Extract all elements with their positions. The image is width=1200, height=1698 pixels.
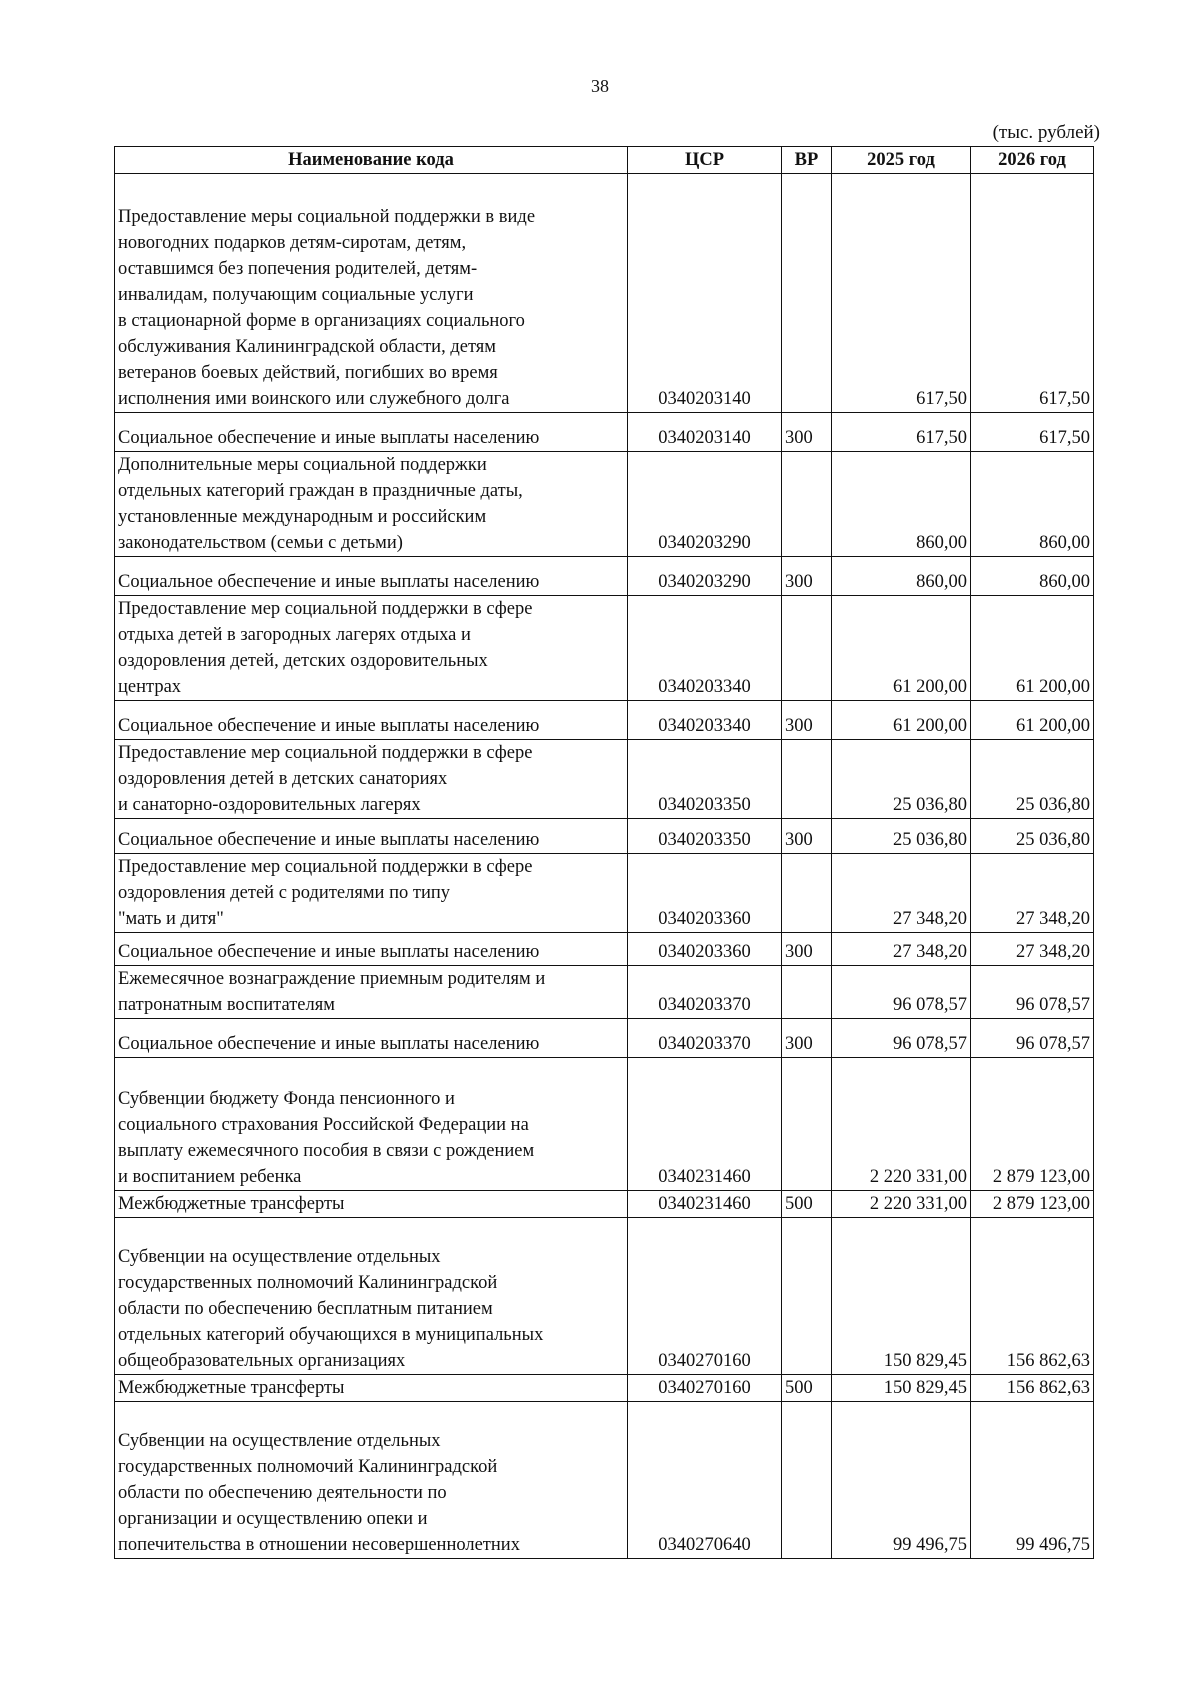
row-2025-cell: 99 496,75 [832, 1402, 971, 1559]
row-vr-cell: 300 [782, 413, 832, 452]
row-csr-cell: 0340203140 [628, 413, 782, 452]
row-2026-cell: 2 879 123,00 [971, 1058, 1094, 1191]
row-name-text: Социальное обеспечение и иные выплаты населению [118, 830, 540, 850]
table-row [115, 701, 1094, 740]
row-2025-cell: 617,50 [832, 413, 971, 452]
row-2025-cell: 860,00 [832, 557, 971, 596]
row-name-text: Дополнительные меры социальной поддержки отдельных категорий граждан в праздничные даты, установленные международным и российским законодательством (семьи с детьми) [118, 455, 523, 553]
row-name-cell [115, 740, 628, 819]
row-name-cell [115, 854, 628, 933]
row-2025-cell: 860,00 [832, 452, 971, 557]
row-name-cell [115, 933, 628, 966]
row-vr-cell [782, 854, 832, 933]
table-header-row [115, 147, 1094, 174]
row-name-cell [115, 701, 628, 740]
row-name-cell [115, 1019, 628, 1058]
row-2026-cell: 96 078,57 [971, 966, 1094, 1019]
row-2026-cell: 27 348,20 [971, 854, 1094, 933]
row-vr-cell: 300 [782, 557, 832, 596]
row-2026-cell: 96 078,57 [971, 1019, 1094, 1058]
row-name-text: Субвенции бюджету Фонда пенсионного и социального страхования Российской Федерации на выплату ежемесячного пособия в связи с рождением и воспитанием ребенка [118, 1089, 535, 1187]
row-vr-cell [782, 174, 832, 413]
row-name-text: Межбюджетные трансферты [118, 1194, 345, 1214]
row-csr-cell: 0340231460 [628, 1191, 782, 1218]
row-2025-cell: 27 348,20 [832, 854, 971, 933]
row-2026-cell: 25 036,80 [971, 819, 1094, 854]
row-vr-cell [782, 740, 832, 819]
row-vr-cell: 300 [782, 933, 832, 966]
row-name-text: Социальное обеспечение и иные выплаты населению [118, 572, 540, 592]
row-vr-cell [782, 596, 832, 701]
table-row [115, 1402, 1094, 1559]
row-csr-cell: 0340203350 [628, 740, 782, 819]
header-2026: 2026 год [971, 147, 1094, 174]
table-row [115, 966, 1094, 1019]
row-2026-cell: 617,50 [971, 413, 1094, 452]
row-name-text: Предоставление мер социальной поддержки в сфере отдыха детей в загородных лагерях отдыха и оздоровления детей, детских оздоровительных центрах [118, 599, 533, 697]
row-2025-cell: 2 220 331,00 [832, 1058, 971, 1191]
row-csr-cell: 0340270640 [628, 1402, 782, 1559]
row-2025-cell: 2 220 331,00 [832, 1191, 971, 1218]
row-name-text: Социальное обеспечение и иные выплаты населению [118, 1034, 540, 1054]
budget-table [114, 146, 1094, 1559]
row-vr-cell [782, 452, 832, 557]
table-row [115, 1019, 1094, 1058]
row-csr-cell: 0340203340 [628, 596, 782, 701]
row-vr-cell [782, 1402, 832, 1559]
row-name-text: Предоставление мер социальной поддержки в сфере оздоровления детей с родителями по типу "мать и дитя" [118, 857, 533, 929]
row-csr-cell: 0340203360 [628, 854, 782, 933]
row-2025-cell: 27 348,20 [832, 933, 971, 966]
row-vr-cell: 300 [782, 819, 832, 854]
row-name-cell [115, 174, 628, 413]
row-csr-cell: 0340203370 [628, 966, 782, 1019]
row-name-text: Предоставление меры социальной поддержки в виде новогодних подарков детям-сиротам, детям, оставшимся без попечения родителей, детям- инвалидам, получающим социальные услуги в стационарной форме в организациях социального обслуживания Калининградской области, детям ветеранов боевых действий, погибших во время исполнения ими воинского или служебного долга [118, 207, 536, 409]
table-row [115, 413, 1094, 452]
page-number: 38 [591, 76, 609, 96]
row-vr-cell: 500 [782, 1191, 832, 1218]
row-vr-cell: 500 [782, 1375, 832, 1402]
row-2026-cell: 61 200,00 [971, 596, 1094, 701]
row-2025-cell: 150 829,45 [832, 1375, 971, 1402]
row-2026-cell: 860,00 [971, 452, 1094, 557]
row-csr-cell: 0340203290 [628, 557, 782, 596]
row-csr-cell: 0340231460 [628, 1058, 782, 1191]
table-row [115, 557, 1094, 596]
header-csr: ЦСР [628, 147, 782, 174]
row-name-text: Предоставление мер социальной поддержки в сфере оздоровления детей в детских санаториях и санаторно-оздоровительных лагерях [118, 743, 533, 815]
row-name-cell [115, 557, 628, 596]
row-vr-cell: 300 [782, 701, 832, 740]
row-2026-cell: 860,00 [971, 557, 1094, 596]
row-csr-cell: 0340270160 [628, 1375, 782, 1402]
row-2025-cell: 96 078,57 [832, 966, 971, 1019]
row-name-text: Социальное обеспечение и иные выплаты населению [118, 428, 540, 448]
table-row [115, 1058, 1094, 1191]
row-name-text: Социальное обеспечение и иные выплаты населению [118, 716, 540, 736]
row-vr-cell [782, 966, 832, 1019]
table-row [115, 819, 1094, 854]
row-csr-cell: 0340203290 [628, 452, 782, 557]
table-row [115, 854, 1094, 933]
row-2026-cell: 2 879 123,00 [971, 1191, 1094, 1218]
row-csr-cell: 0340203370 [628, 1019, 782, 1058]
header-name: Наименование кода [115, 147, 628, 174]
table-row [115, 1191, 1094, 1218]
units-note: (тыс. рублей) [992, 122, 1100, 143]
row-csr-cell: 0340203340 [628, 701, 782, 740]
row-name-text: Субвенции на осуществление отдельных государственных полномочий Калининградской области по обеспечению деятельности по организации и осуществлению опеки и попечительства в отношении несовершеннолетних [118, 1431, 520, 1555]
row-2026-cell: 25 036,80 [971, 740, 1094, 819]
row-2026-cell: 27 348,20 [971, 933, 1094, 966]
header-2025: 2025 год [832, 147, 971, 174]
table-row [115, 452, 1094, 557]
row-vr-cell [782, 1058, 832, 1191]
row-2025-cell: 96 078,57 [832, 1019, 971, 1058]
table-row [115, 1218, 1094, 1375]
row-2025-cell: 25 036,80 [832, 740, 971, 819]
row-csr-cell: 0340203360 [628, 933, 782, 966]
row-csr-cell: 0340203350 [628, 819, 782, 854]
table-row [115, 933, 1094, 966]
row-name-cell [115, 1375, 628, 1402]
header-vr: ВР [782, 147, 832, 174]
row-name-text: Ежемесячное вознаграждение приемным родителям и патронатным воспитателям [118, 969, 546, 1015]
row-csr-cell: 0340203140 [628, 174, 782, 413]
row-2025-cell: 150 829,45 [832, 1218, 971, 1375]
row-name-cell [115, 966, 628, 1019]
table-row [115, 740, 1094, 819]
row-2026-cell: 156 862,63 [971, 1218, 1094, 1375]
row-name-cell [115, 1191, 628, 1218]
row-vr-cell: 300 [782, 1019, 832, 1058]
row-name-text: Межбюджетные трансферты [118, 1378, 345, 1398]
table-row [115, 1375, 1094, 1402]
table-body [115, 174, 1094, 1559]
row-csr-cell: 0340270160 [628, 1218, 782, 1375]
row-vr-cell [782, 1218, 832, 1375]
row-2026-cell: 617,50 [971, 174, 1094, 413]
row-name-text: Социальное обеспечение и иные выплаты населению [118, 942, 540, 962]
row-2025-cell: 61 200,00 [832, 596, 971, 701]
row-2026-cell: 99 496,75 [971, 1402, 1094, 1559]
table-row [115, 596, 1094, 701]
row-name-cell [115, 413, 628, 452]
row-2025-cell: 617,50 [832, 174, 971, 413]
row-name-cell [115, 596, 628, 701]
row-name-cell [115, 1058, 628, 1191]
row-name-cell [115, 1402, 628, 1559]
row-2026-cell: 61 200,00 [971, 701, 1094, 740]
row-2025-cell: 25 036,80 [832, 819, 971, 854]
table-row [115, 174, 1094, 413]
row-2026-cell: 156 862,63 [971, 1375, 1094, 1402]
row-name-text: Субвенции на осуществление отдельных государственных полномочий Калининградской области по обеспечению бесплатным питанием отдельных категорий обучающихся в муниципальных общеобразовательных организациях [118, 1247, 544, 1371]
row-name-cell [115, 819, 628, 854]
row-name-cell [115, 1218, 628, 1375]
row-name-cell [115, 452, 628, 557]
row-2025-cell: 61 200,00 [832, 701, 971, 740]
